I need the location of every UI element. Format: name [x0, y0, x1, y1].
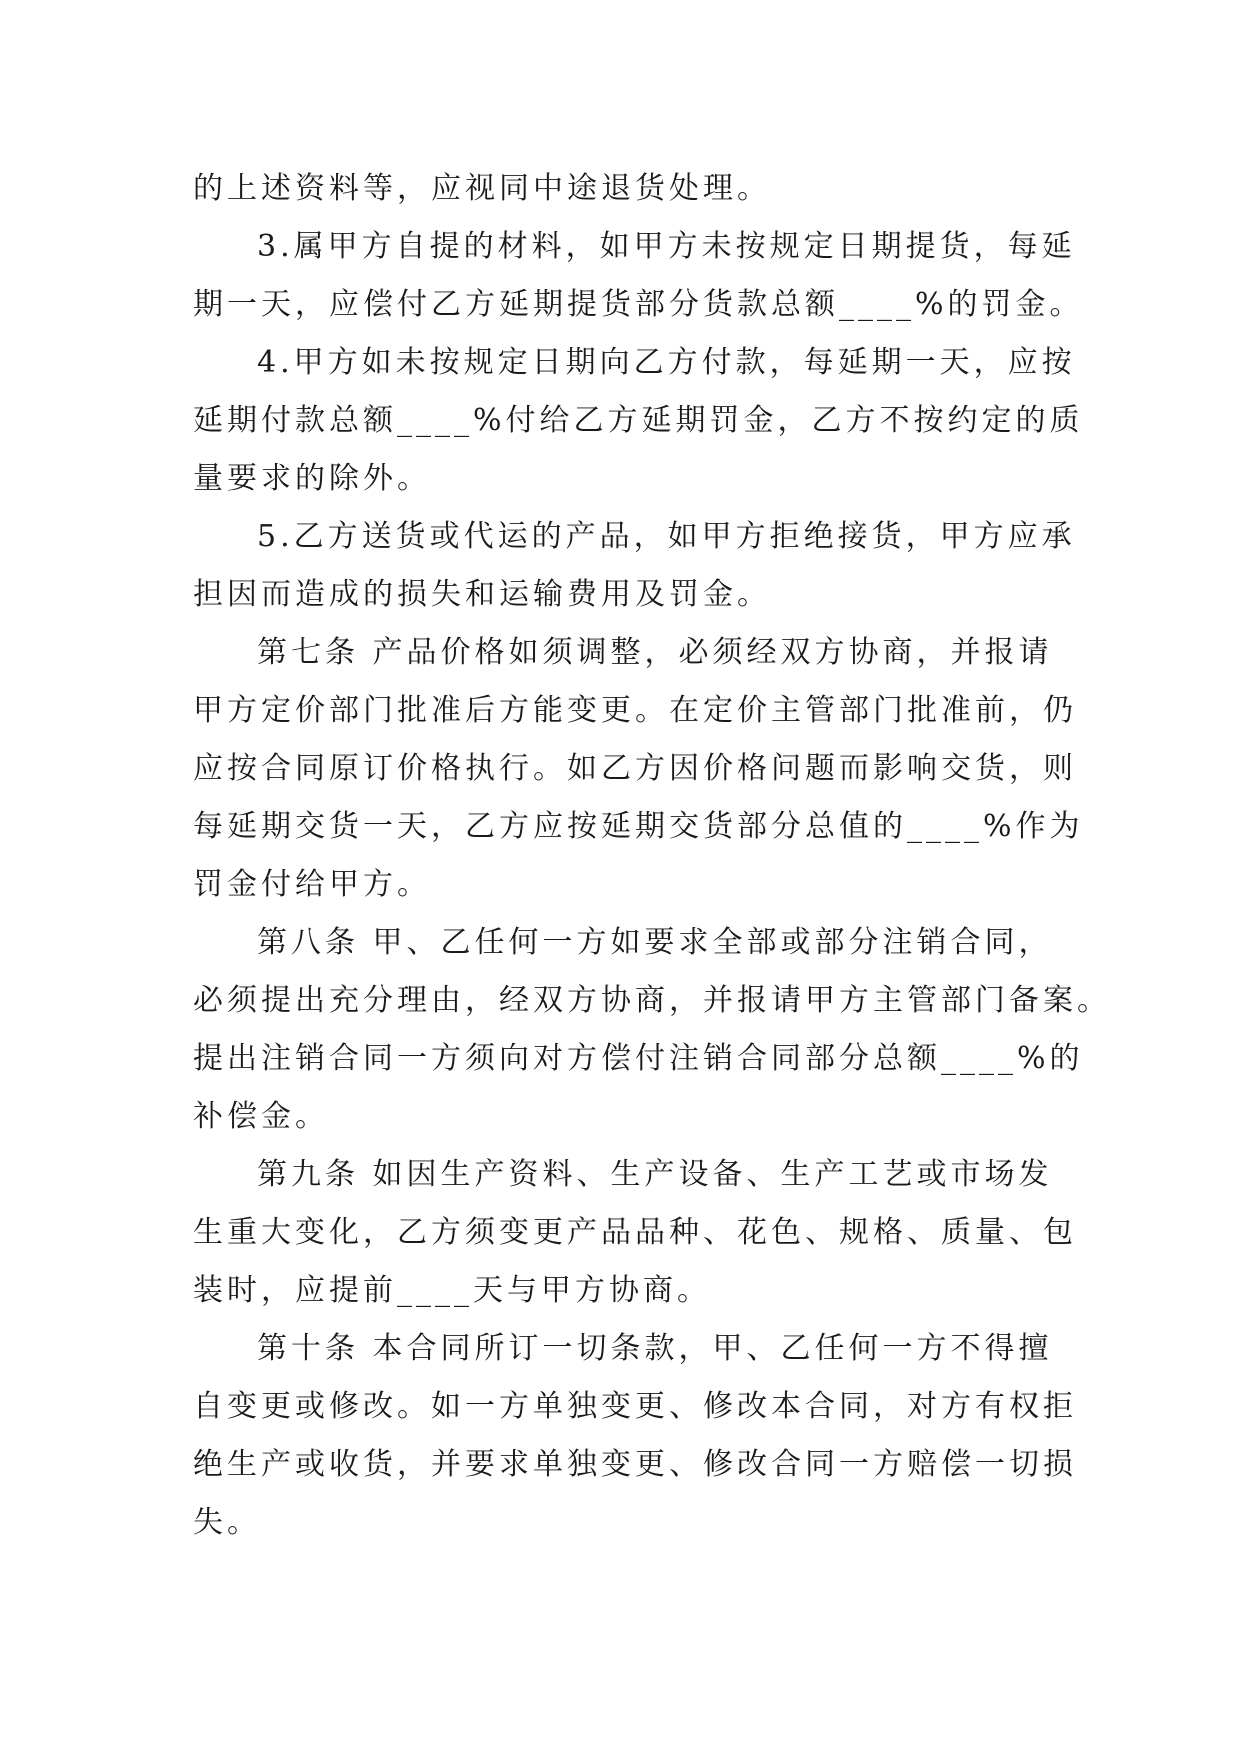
- text-line: 4.甲方如未按规定日期向乙方付款，每延期一天，应按: [257, 345, 1076, 380]
- text-line: 第七条 产品价格如须调整，必须经双方协商，并报请: [257, 635, 1053, 670]
- text-line: 补偿金。: [193, 1099, 329, 1134]
- text-line: 第九条 如因生产资料、生产设备、生产工艺或市场发: [257, 1157, 1053, 1192]
- text-line: 期一天，应偿付乙方延期提货部分货款总额____%的罚金。: [193, 287, 1084, 322]
- text-line: 提出注销合同一方须向对方偿付注销合同部分总额____%的: [193, 1041, 1084, 1076]
- text-line: 5.乙方送货或代运的产品，如甲方拒绝接货，甲方应承: [257, 519, 1076, 554]
- text-line: 担因而造成的损失和运输费用及罚金。: [193, 577, 771, 612]
- text-line: 3.属甲方自提的材料，如甲方未按规定日期提货，每延: [257, 229, 1076, 264]
- text-line: 绝生产或收货，并要求单独变更、修改合同一方赔偿一切损: [193, 1447, 1077, 1482]
- text-line: 延期付款总额____%付给乙方延期罚金，乙方不按约定的质: [193, 403, 1084, 438]
- text-line: 自变更或修改。如一方单独变更、修改本合同，对方有权拒: [193, 1389, 1077, 1424]
- text-line: 必须提出充分理由，经双方协商，并报请甲方主管部门备案。: [193, 983, 1111, 1018]
- text-line: 失。: [193, 1505, 261, 1540]
- text-line: 第十条 本合同所订一切条款，甲、乙任何一方不得擅: [257, 1331, 1053, 1366]
- text-line: 甲方定价部门批准后方能变更。在定价主管部门批准前，仍: [193, 693, 1077, 728]
- text-line: 量要求的除外。: [193, 461, 431, 496]
- text-line: 生重大变化，乙方须变更产品品种、花色、规格、质量、包: [193, 1215, 1077, 1250]
- text-line: 每延期交货一天，乙方应按延期交货部分总值的____%作为: [193, 809, 1084, 844]
- text-line: 应按合同原订价格执行。如乙方因价格问题而影响交货，则: [193, 751, 1077, 786]
- text-line: 罚金付给甲方。: [193, 867, 431, 902]
- text-line: 装时，应提前____天与甲方协商。: [193, 1273, 711, 1308]
- text-line: 的上述资料等，应视同中途退货处理。: [193, 171, 771, 206]
- document-body: [193, 160, 1111, 1552]
- text-line: 第八条 甲、乙任何一方如要求全部或部分注销合同，: [257, 925, 1053, 960]
